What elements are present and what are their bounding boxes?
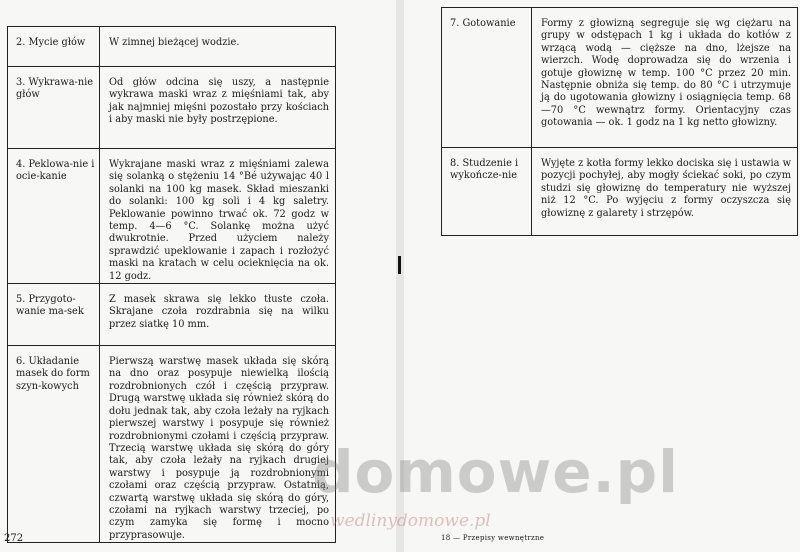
table-row [442,148,798,236]
step-description: Z masek skrawa się lekko tłuste czoła. Skrajane czoła rozdrabnia się na wilku przez siatkę 10 mm. [100,284,336,346]
step-description: Formy z głowizną segreguje się wg ciężaru na grupy w odstępach 1 kg i układa do kotłów z wrzącą wodą — cięższe na dno, lżejsze na wierzch. Wodę doprowadza się do wrzenia i gotuje głowiznę w temp. 100 °C przez 20 min. Następnie obniża się temp. do 80 °C i utrzymuje ją do ugotowania głowizny i osiągnięcia temp. 68—70 °C wewnątrz formy. Orientacyjny czas gotowania — ok. 1 godz na 1 kg netto głowizny. [532,8,798,148]
process-table-left [7,26,336,543]
step-name: 2. Mycie głów [8,27,100,67]
page-footer: 18 — Przepisy wewnętrzne [441,534,545,542]
step-description: Pierwszą warstwę masek układa się skórą na dno oraz posypuje niewielką ilością rozdrobnionych czół i częścią przypraw. Drugą warstwę układa się również skórą do dołu jednak tak, aby czoła leżały na ryjkach pierwszej warstwy i posypuje się również rozdrobnionymi czołami i częścią przypraw. Trzecią warstwę układa się skórą do góry tak, aby czoła leżały na ryjkach drugiej warstwy i posypuje ją rozdrobnionymi czołami oraz częścią przypraw. Ostatnią, czwartą warstwę układa się skórą do góry, czołami na ryjkach warstwy trzeciej, po czym zamyka się formę i mocno przyprasowuje. [100,346,336,543]
step-description: Wykrajane maski wraz z mięśniami zalewa się solanką o stężeniu 14 °Bé używając 40 l solanki na 100 kg masek. Skład mieszanki do solanki: 100 kg soli i 4 kg saletry. Peklowanie powinno trwać ok. 72 godz w temp. 4—6 °C. Solankę można użyć dwukrotnie. Przed użyciem należy sprawdzić upeklowanie i zapach i rozłożyć maski na kratach w celu ocieknięcia na ok. 12 godz. [100,149,336,284]
table-row [8,346,336,543]
scan-mark [398,256,401,274]
step-name: 8. Studzenie i wykończe-nie [442,148,532,236]
table-row [8,27,336,67]
table-row [8,149,336,284]
step-name: 4. Peklowa-nie i ocie-kanie [8,149,100,284]
page-number: 272 [4,533,24,544]
step-name: 6. Układanie masek do form szyn-kowych [8,346,100,543]
watermark-sub: wedlinydomowe.pl [330,511,491,531]
step-description: Wyjęte z kotła formy lekko dociska się i ustawia w pozycji pochyłej, aby mogły ściekać soki, po czym studzi się głowiznę do temperatury nie wyższej niż 12 °C. Po wyjęciu z formy oczyszcza się głowiznę z galarety i strzępów. [532,148,798,236]
step-name: 5. Przygoto-wanie ma-sek [8,284,100,346]
table-row [8,67,336,149]
step-description: W zimnej bieżącej wodzie. [100,27,336,67]
step-name: 3. Wykrawa-nie głów [8,67,100,149]
process-table-right [441,7,798,236]
step-description: Od głów odcina się uszy, a następnie wykrawa maski wraz z mięśniami tak, aby jak najmniej mięśni pozostało przy kościach i aby maski nie były postrzępione. [100,67,336,149]
watermark-main: domowe.pl [312,438,679,506]
table-row [8,284,336,346]
table-row [442,8,798,148]
step-name: 7. Gotowanie [442,8,532,148]
